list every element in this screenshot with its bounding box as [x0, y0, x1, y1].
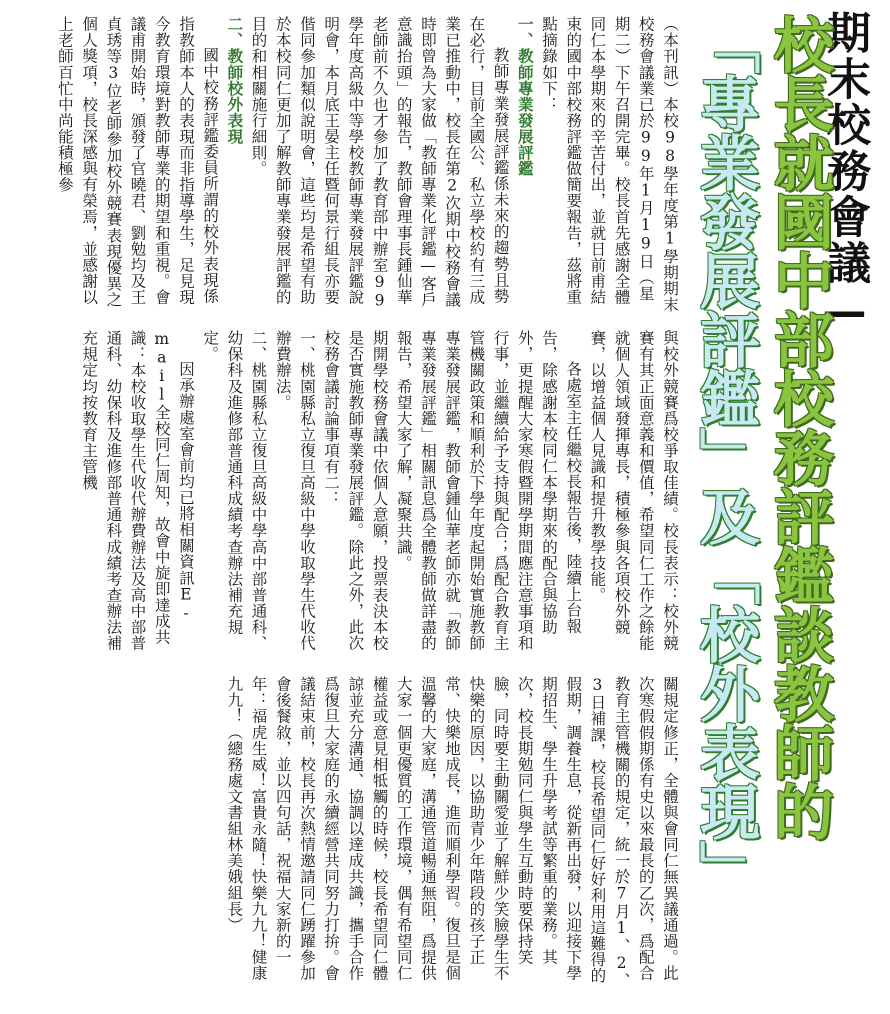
middle-para-3: 期開學校務會議中依個人意願，投票表決本校是否實施教師專業發展評鑑。除此之外，此次校務會議討論事項有二：	[322, 330, 389, 651]
middle-para-2: 各處室主任繼校長報告後，陸續上台報告，除感謝本校同仁本學期來的配合與協助外，更提醒大家寒假暨開學期間應注意事項和行事，並繼續給予支持與配合；爲配合教育主管機關政策和順利於下學年度起開始實施教師專業發展評鑑，教師會鍾仙華老師亦就「教師專業發展評鑑」相關訊息爲全體教師做詳盡的報告，希望大家了解，凝聚共識。	[394, 330, 583, 651]
middle-para-1: 與校外競賽爲校爭取佳績。校長表示：校外競賽有其正面意義和價值，希望同仁工作之餘能就個人領域發揮專長，積極參與各項校外競賽，以增益個人見識和提升教學技能。	[588, 330, 679, 651]
article-middle	[80, 330, 682, 660]
agenda-item-1: 一、桃園縣私立復旦高級中學收取學生代收代辦費辦法。	[273, 330, 316, 651]
middle-para-4: 因承辦處室會前均已將相關資訊E-mail全校同仁周知，故會中旋即達成共識：本校收取學生代收代辦費辦法及高中部普通科、幼保科及進修部普通科成績考查辦法補充規定均按教育主管機	[80, 330, 195, 651]
section1-heading: 一、教師專業發展評鑑	[515, 16, 534, 177]
section1-body: 教師專業發展評鑑係未來的趨勢且勢在必行，目前全國公、私立學校約有三成業已推動中，校長在第2次期中校務會議時即曾為大家做「教師專業化評鑑—客戶意識抬頭」的報告，教師會理事長鍾仙華老師前不久也才參加了教育部中辦室99學年度高級中等學校教師專業發展評鑑說明會，本月底王晏主任暨何景行組長亦要偕同參加類似說明會，這些均是希望有助於本校同仁更加了解教師專業發展評鑑的目的和相關施行細則。	[249, 16, 510, 310]
article-bottom	[202, 676, 682, 996]
section2-body: 國中校務評鑑委員所謂的校外表現係指教師本人的表現而非指導學生，足見現今教育環境對教師專業的期望和重視。會議甫開始時，頒發了官曉君、劉勉均及王貞琇等3位老師參加校外競賽表現優異之個人獎項，校長深感與有榮焉，並感謝以上老師百忙中尚能積極參	[55, 16, 220, 308]
section2-heading: 二、教師校外表現	[225, 16, 244, 145]
section-title: 期末校務會議—	[819, 10, 870, 339]
agenda-item-2: 二、桃園縣私立復旦高級中學高中部普通科、幼保科及進修部普通科成績考查辦法補充規定。	[201, 330, 268, 651]
article-intro: （本刊訊）本校98學年度第1學期期末校務會議業已於99年1月19日（星期二）下午召開完畢。校長首先感謝全體同仁本學期來的辛苦付出，並就日前甫結束的國中部校務評鑑做簡要報告，茲將重點摘錄如下：	[539, 16, 679, 313]
article-top-right	[55, 16, 682, 316]
headline-line-1: 校長就國中部校務評鑑談教師的	[764, 14, 834, 840]
headline-line-2: 「專業發展評鑑」及「校外表現」	[690, 14, 760, 899]
closing-para: 關規定修正，全體與會同仁無異議通過。此次寒假假期係有史以來最長的乙次，爲配合教育主管機關的規定，統一於7月1、2、3日補課，校長希望同仁好好利用這難得的假期，調養生息，從新再出發，以迎接下學期招生、學生升學考試等繁重的業務。其次，校長期勉同仁與學生互動時要保持笑臉，同時要主動關愛並了解鮮少笑臉學生不快樂的原因，以協助青少年階段的孩子正常、快樂地成長，進而順利學習。復旦是個溫馨的大家庭，溝通管道暢通無阻，爲提供大家一個更優質的工作環境，偶有希望同仁權益或意見相牴觸的時候，校長希望同仁體諒並充分溝通、協調以達成共識，攜手合作爲復旦大家庭的永續經營共同努力打拚。會議結束前，校長再次熱情邀請同仁踴躍參加會後餐敘，並以四句話，祝福大家新的一年：福虎生威！富貴永隨！快樂九九！健康九九！（總務處文書組林美娥組長）	[225, 676, 679, 989]
